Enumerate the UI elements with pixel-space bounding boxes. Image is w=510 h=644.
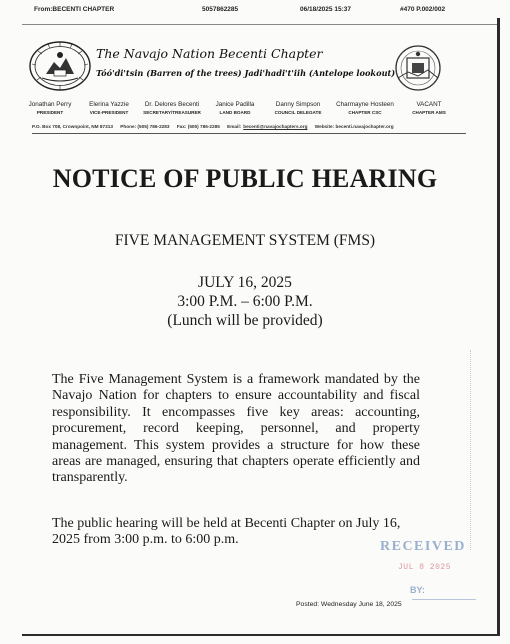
contact-line [32, 124, 472, 129]
hearing-date: JULY 16, 2025 [198, 274, 292, 291]
officer-role: COUNCIL DELEGATE [274, 110, 322, 115]
fax-from: From:BECENTI CHAPTER [34, 6, 115, 13]
chapter-subtitle: Tóó'di'tsin (Barren of the trees) Jadi'hadi't'iih (Antelope lookout) [96, 68, 396, 78]
navajo-nation-seal-icon [28, 40, 92, 92]
officer-role: CHAPTER CSC [348, 110, 382, 115]
officer-council-delegate [266, 101, 330, 115]
lunch-note: (Lunch will be provided) [167, 312, 323, 329]
fms-description: The Five Management System is a framework mandated by the Navajo Nation for chapters to ensure accountability and fiscal responsibility. It encompasses five key areas: accounting, procurement, record keeping, personnel, and property management. This system provides a structure for how these areas are managed, ensuring that chapters operate efficiently and transparently. [52, 372, 420, 486]
officer-role: CHAPTER AMS [412, 110, 446, 115]
officer-vice-president [80, 101, 138, 115]
officer-name: Dr. Delores Becenti [144, 101, 200, 108]
posted-date: Posted: Wednesday June 18, 2025 [296, 601, 402, 608]
contact-email-link[interactable]: becenti@navajochapters.org [243, 124, 308, 129]
contact-email-label: Email: [227, 124, 242, 129]
contact-fax: Fax: (505) 786-2285 [176, 124, 220, 129]
fax-datetime: 06/18/2025 15:37 [300, 6, 351, 13]
officer-name: Charmayne Hosteen [336, 101, 394, 108]
officer-name: Janice Padilla [215, 101, 255, 108]
scan-artifact [470, 350, 472, 550]
page-top-edge [22, 24, 498, 25]
officer-role: LAND BOARD [219, 110, 251, 115]
officers-row [0, 101, 510, 121]
officer-role: PRESIDENT [36, 110, 64, 115]
letterhead-divider [32, 133, 466, 134]
officer-name: Jonathan Perry [28, 101, 72, 108]
officer-chapter-ams [404, 101, 454, 115]
officer-chapter-csc [330, 101, 400, 115]
officer-role: SECRETARY/TREASURER [143, 110, 201, 115]
officer-name: Danny Simpson [275, 101, 321, 108]
contact-address: P.O. Box 708, Crownpoint, NM 87313 [32, 124, 113, 129]
page-bottom-edge [22, 634, 500, 636]
fax-page-info: #470 P.002/002 [400, 6, 446, 13]
hearing-subject: FIVE MANAGEMENT SYSTEM (FMS) [114, 232, 376, 249]
chapter-title: The Navajo Nation Becenti Chapter [96, 46, 323, 61]
contact-phone: Phone: (505) 786-2283 [120, 124, 170, 129]
officer-name: Elerina Yazzie [89, 101, 129, 108]
page-title: NOTICE OF PUBLIC HEARING [52, 164, 438, 193]
stamp-signature-line [412, 599, 476, 600]
received-stamp-by: BY: [410, 585, 425, 595]
fax-phone: 5057862285 [202, 6, 239, 13]
officer-secretary-treasurer [138, 101, 206, 115]
hearing-time: 3:00 P.M. – 6:00 P.M. [177, 293, 313, 310]
officer-role: VICE-PRESIDENT [89, 110, 129, 115]
officer-name: VACANT [416, 101, 442, 108]
officer-president [22, 101, 78, 115]
hearing-schedule [0, 273, 490, 330]
officer-land-board [208, 101, 262, 115]
received-stamp-date: JUL 8 2025 [398, 563, 452, 572]
received-stamp: RECEIVED [380, 539, 466, 554]
fax-header [0, 6, 510, 18]
contact-website[interactable]: Website: becenti.navajochapter.org [314, 124, 394, 129]
chapter-logo-icon [390, 44, 446, 92]
hearing-location-text: The public hearing will be held at Becenti Chapter on July 16, 2025 from 3:00 p.m. to 6:00 p.m. [52, 516, 401, 548]
